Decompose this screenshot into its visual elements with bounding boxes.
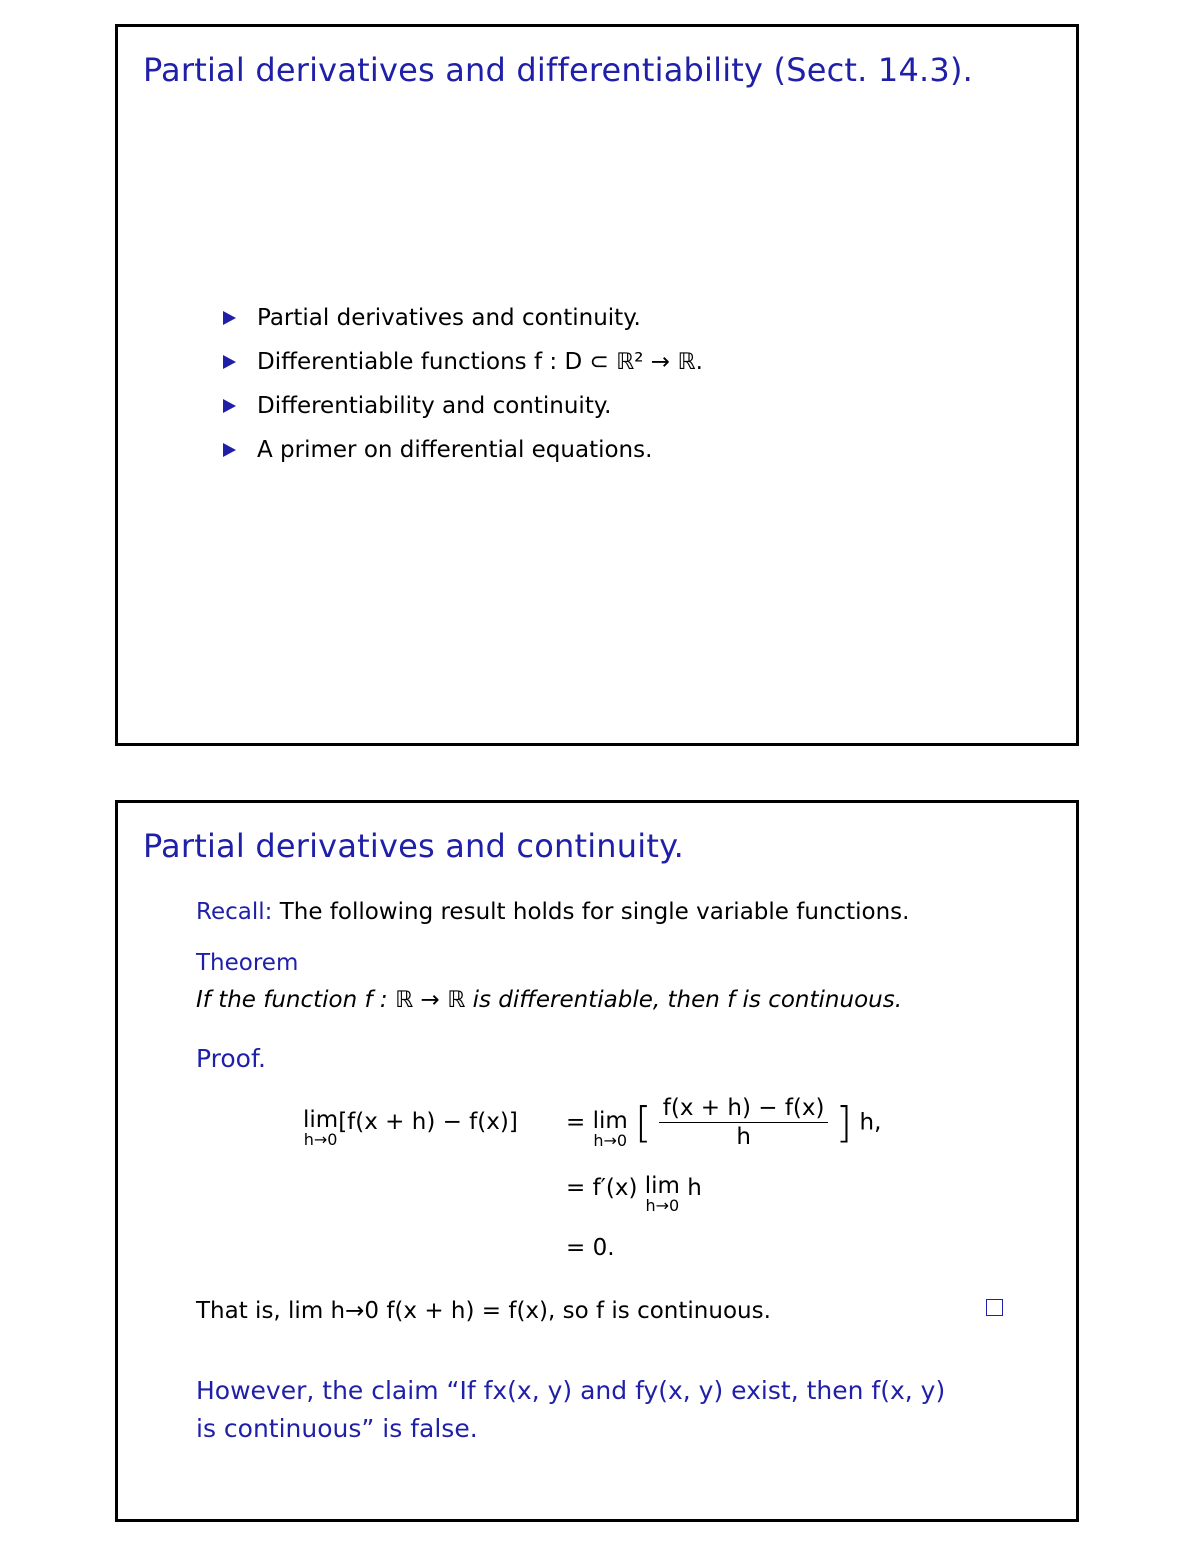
however-text-line-2: is continuous” is false.	[196, 1414, 478, 1443]
limit-operator: lim h→0	[303, 1107, 339, 1149]
bullet-triangle-icon	[223, 355, 236, 369]
recall-text: The following result holds for single variable functions.	[279, 899, 910, 925]
recall-line	[196, 899, 909, 925]
proof-label: Proof.	[196, 1044, 266, 1073]
bullet-text: Differentiability and continuity.	[257, 393, 612, 419]
conclusion-text: That is, lim h→0 f(x + h) = f(x), so f is continuous.	[196, 1298, 771, 1324]
slide-1	[115, 24, 1079, 746]
bullet-triangle-icon	[223, 399, 236, 413]
slide-1-title: Partial derivatives and differentiability (Sect. 14.3).	[143, 51, 974, 89]
bullet-text: Partial derivatives and continuity.	[257, 305, 641, 331]
proof-line-1-lhs	[303, 1109, 518, 1148]
recall-label: Recall:	[196, 899, 273, 925]
slide-2-title: Partial derivatives and continuity.	[143, 827, 685, 865]
proof-line-2: = f′(x) lim h→0 h	[566, 1173, 702, 1215]
bullet-triangle-icon	[223, 443, 236, 457]
proof-line-3: = 0.	[566, 1235, 615, 1261]
bullet-triangle-icon	[223, 311, 236, 325]
theorem-text: If the function f : ℝ → ℝ is differentiable, then f is continuous.	[196, 987, 903, 1013]
proof-line-1-rhs: = lim h→0 [ $\frac{f(x + h) - f(x)}{h}$ ] h,	[566, 1095, 882, 1150]
bullet-text: A primer on differential equations.	[257, 437, 653, 463]
theorem-label: Theorem	[196, 950, 299, 976]
difference-quotient: $\frac{f(x + h) - f(x)}{h}$	[659, 1095, 829, 1150]
limit-operator: lim h→0	[644, 1173, 680, 1215]
qed-square-icon	[986, 1299, 1003, 1316]
limit-operator: lim h→0	[592, 1108, 628, 1150]
slide-2	[115, 800, 1079, 1522]
however-text-line-1: However, the claim “If fx(x, y) and fy(x, y) exist, then f(x, y)	[196, 1376, 946, 1405]
bullet-text: Differentiable functions f : D ⊂ ℝ² → ℝ.	[257, 349, 703, 375]
lhs-bracket-expression: [f(x + h) − f(x)]	[338, 1109, 518, 1135]
